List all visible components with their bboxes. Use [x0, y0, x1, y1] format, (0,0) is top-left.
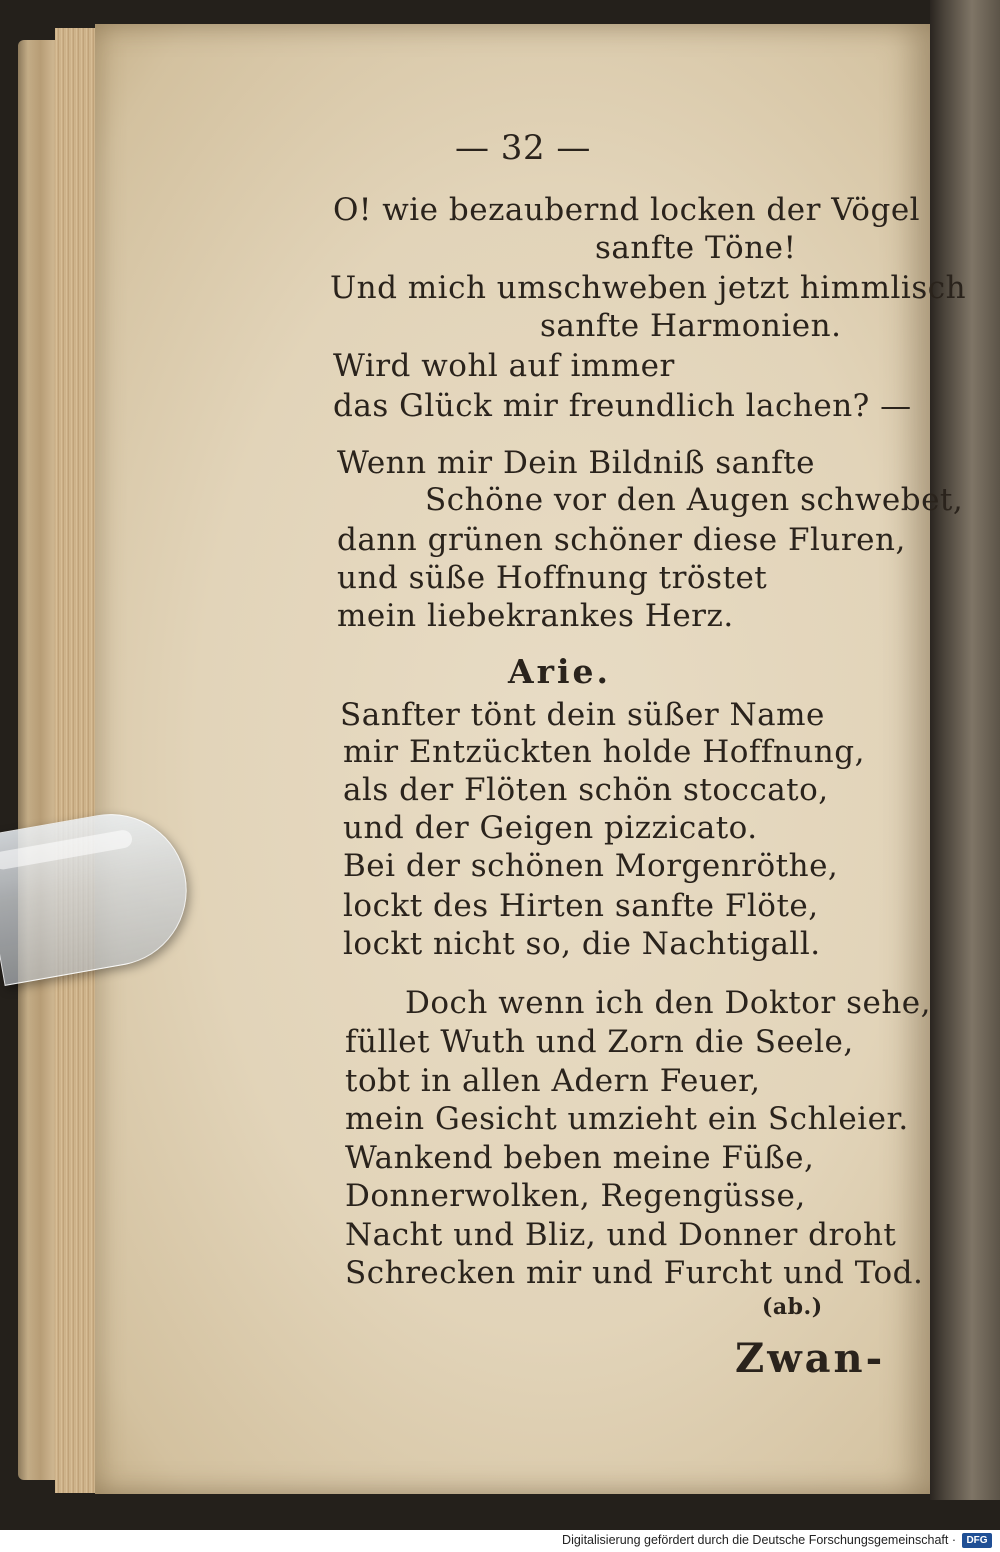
text-line: Nacht und Bliz, und Donner droht: [345, 1217, 897, 1253]
catchword: Zwan-: [735, 1335, 886, 1382]
text-line: Schrecken mir und Furcht und Tod.: [345, 1255, 924, 1291]
text-line: O! wie bezaubernd locken der Vögel: [333, 192, 921, 228]
text-line: sanfte Töne!: [595, 230, 797, 266]
text-line: dann grünen schöner diese Fluren,: [337, 522, 906, 558]
facing-page-edge: [930, 0, 1000, 1500]
text-line: füllet Wuth und Zorn die Seele,: [345, 1024, 854, 1060]
text-line: Und mich umschweben jetzt himmlisch: [330, 270, 967, 306]
text-line: tobt in allen Adern Feuer,: [345, 1063, 761, 1099]
footer-credit: Digitalisierung gefördert durch die Deutsche Forschungsgemeinschaft ·: [562, 1533, 956, 1547]
text-line: mein Gesicht umzieht ein Schleier.: [345, 1101, 909, 1137]
stage-direction: (ab.): [762, 1294, 823, 1320]
text-line: Schöne vor den Augen schwebet,: [425, 482, 964, 518]
text-line: lockt nicht so, die Nachtigall.: [343, 926, 821, 962]
footer-bar: [0, 1530, 1000, 1552]
page-number: — 32 —: [455, 128, 591, 168]
text-line: als der Flöten schön stoccato,: [343, 772, 829, 808]
text-line: und süße Hoffnung tröstet: [337, 560, 768, 596]
aria-heading: Arie.: [508, 652, 612, 691]
text-line: lockt des Hirten sanfte Flöte,: [343, 888, 819, 924]
text-line: Bei der schönen Morgenröthe,: [343, 848, 839, 884]
dfg-logo-icon: DFG: [962, 1533, 992, 1548]
text-line: Sanfter tönt dein süßer Name: [340, 697, 825, 733]
text-line: Wankend beben meine Füße,: [345, 1140, 815, 1176]
text-line: mir Entzückten holde Hoffnung,: [343, 734, 865, 770]
clip-highlight: [0, 829, 133, 871]
text-line: Wenn mir Dein Bildniß sanfte: [337, 445, 815, 481]
text-line: Doch wenn ich den Doktor sehe,: [405, 985, 931, 1021]
text-line: sanfte Harmonien.: [540, 308, 842, 344]
text-line: und der Geigen pizzicato.: [343, 810, 758, 846]
text-line: Wird wohl auf immer: [333, 348, 675, 384]
page-edges: [55, 28, 100, 1493]
text-line: Donnerwolken, Regengüsse,: [345, 1178, 806, 1214]
text-line: das Glück mir freundlich lachen? —: [333, 388, 912, 424]
text-line: mein liebekrankes Herz.: [337, 598, 734, 634]
